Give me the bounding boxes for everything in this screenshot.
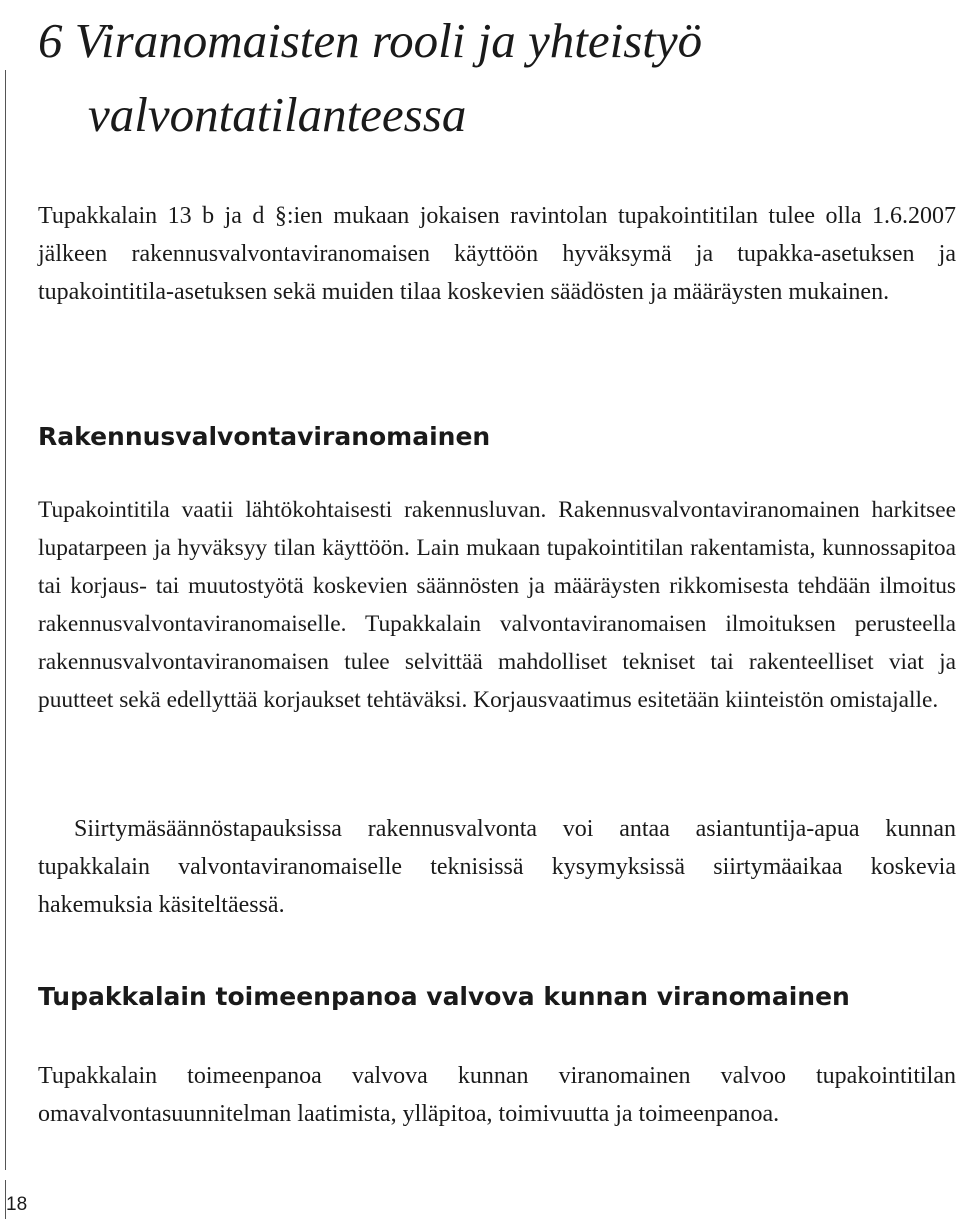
- chapter-title-line-2: valvontatilanteessa: [88, 87, 467, 142]
- intro-paragraph: Tupakkalain 13 b ja d §:ien mukaan jokaisen ravintolan tupakointitilan tulee olla 1.6.2007 jälkeen rakennusvalvontaviranomaisen käyttöön hyväksymä ja tupakka-asetuksen ja tupakointitila-asetuksen sekä muiden tilaa koskevien säädösten ja määräysten mukainen.: [38, 203, 956, 305]
- section1-paragraph-2-text: Siirtymäsäännöstapauksissa rakennusvalvonta voi antaa asiantuntija-apua kunnan tupakkalain valvontaviranomaiselle teknisissä kysymyksissä siirtymäaikaa koskevia hakemuksia käsiteltäessä.: [38, 816, 956, 918]
- section1-paragraph-2: [38, 810, 956, 924]
- chapter-title: [38, 4, 938, 152]
- section-heading-tupakkalain-valvoja: Tupakkalain toimeenpanoa valvova kunnan viranomainen: [38, 982, 850, 1011]
- page-number: 18: [6, 1194, 28, 1215]
- chapter-title-line-1: 6 Viranomaisten rooli ja yhteistyö: [38, 13, 703, 68]
- section1-paragraph-1: Tupakointitila vaatii lähtökohtaisesti rakennusluvan. Rakennusvalvontaviranomainen harkitsee lupatarpeen ja hyväksyy tilan käyttöön. Lain mukaan tupakointitilan rakentamista, kunnossapitoa tai korjaus- tai muutostyötä koskevien säännösten ja määräysten rikkomisesta tehdään ilmoitus rakennusvalvontaviranomaiselle. Tupakkalain valvontaviranomaisen ilmoituksen perusteella rakennusvalvontaviranomaisen tulee selvittää mahdolliset tekniset tai rakenteelliset viat ja puutteet sekä edellyttää korjaukset tehtäväksi. Korjausvaatimus esitetään kiinteistön omistajalle.: [38, 497, 956, 713]
- section2-paragraph-1: Tupakkalain toimeenpanoa valvova kunnan viranomainen valvoo tupakointitilan omavalvontasuunnitelman laatimista, ylläpitoa, toimivuutta ja toimeenpanoa.: [38, 1063, 956, 1127]
- margin-rule: [5, 70, 6, 1170]
- section-heading-rakennusvalvonta: Rakennusvalvontaviranomainen: [38, 422, 491, 451]
